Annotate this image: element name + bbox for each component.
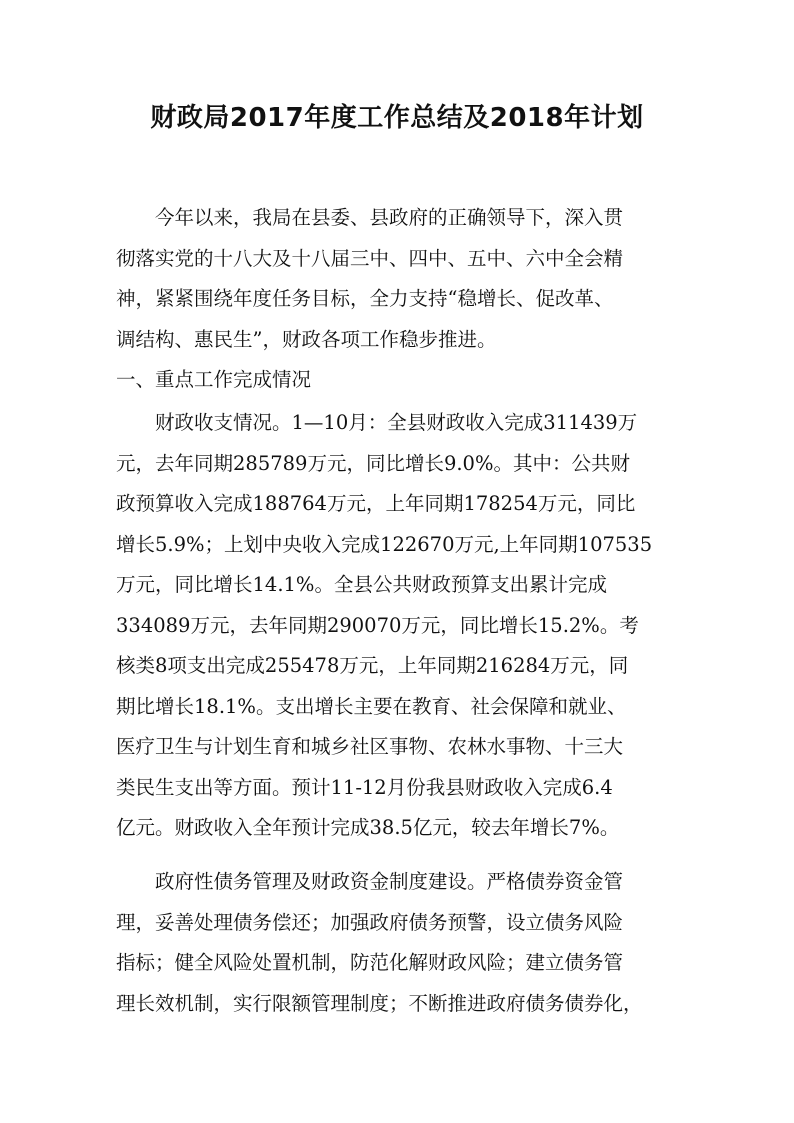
revenue-paragraph: [116, 403, 682, 849]
text-line: 神，紧紧围绕年度任务目标，全力支持“稳增长、促改革、: [116, 287, 614, 310]
text-line: 亿元。财政收入全年预计完成38.5亿元，较去年增长7%。: [116, 816, 620, 839]
section-heading-text: 一、重点工作完成情况: [116, 368, 312, 391]
text-line: 医疗卫生与计划生育和城乡社区事物、农林水事物、十三大: [116, 735, 624, 758]
text-line: 类民生支出等方面。预计11-12月份我县财政收入完成6.4: [116, 775, 613, 799]
text-line: 理，妥善处理债务偿还；加强政府债务预警，设立债务风险: [116, 910, 624, 934]
text-line: 今年以来，我局在县委、县政府的正确领导下，深入贯: [155, 206, 624, 229]
text-line: 元，去年同期285789万元，同比增长9.0%。其中：公共财: [116, 451, 630, 475]
text-line: 指标；健全风险处置机制，防范化解财政风险；建立债务管: [116, 951, 624, 974]
text-line: 334089万元，去年同期290070万元，同比增长15.2%。考: [116, 613, 639, 637]
intro-paragraph: [116, 198, 682, 360]
debt-paragraph: [116, 862, 682, 1024]
text-line: 理长效机制，实行限额管理制度；不断推进政府债务债券化，: [116, 991, 643, 1015]
text-line: 万元，同比增长14.1%。全县公共财政预算支出累计完成: [116, 573, 607, 596]
text-line: 政预算收入完成188764万元，上年同期178254万元，同比: [116, 492, 636, 515]
text-line: 期比增长18.1%。支出增长主要在教育、社会保障和就业、: [116, 694, 627, 718]
text-line: 政府性债务管理及财政资金制度建设。严格债券资金管: [155, 870, 624, 893]
text-line: 核类8项支出完成255478万元，上年同期216284万元，同: [116, 654, 629, 677]
document-title: 财政局2017年度工作总结及2018年计划: [150, 103, 644, 133]
text-line: 财政收支情况。1—10月：全县财政收入完成311439万: [155, 411, 638, 434]
text-line: 调结构、惠民生”，财政各项工作稳步推进。: [116, 327, 497, 351]
text-line: 彻落实党的十八大及十八届三中、四中、五中、六中全会精: [116, 246, 624, 270]
text-line: 增长5.9%；上划中央收入完成122670万元,上年同期107535: [116, 532, 653, 556]
section-heading: [116, 360, 682, 401]
